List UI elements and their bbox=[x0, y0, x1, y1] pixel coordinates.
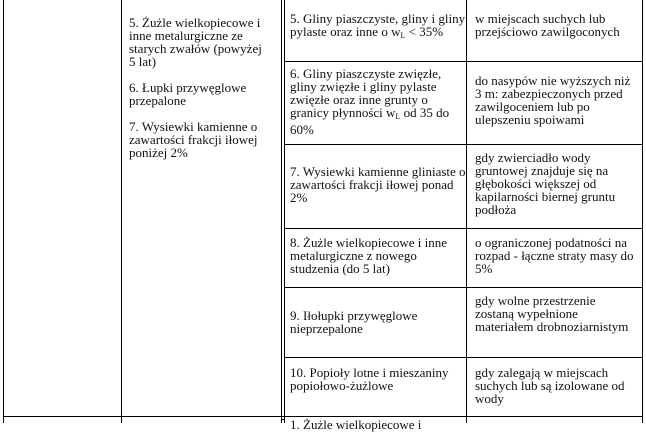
soil-cell: 10. Popioły lotne i mieszaniny popiołowo-żużlowe bbox=[290, 365, 449, 393]
condition-cell: do nasypów nie wyższych niż 3 m: zabezpieczonych przed zawilgoceniem lub po ulepszeniu spoiwami bbox=[475, 73, 631, 127]
condition-cell: gdy zwierciadło wody gruntowej znajduje się na głębokości większej od kapilarności biernej gruntu podłoża bbox=[475, 150, 616, 217]
soil-cell: 9. Iłołupki przywęglowe nieprzepalone bbox=[290, 308, 418, 336]
cut-off-row-text: 1. Żużle wielkopiecowe i bbox=[290, 417, 422, 432]
row-divider bbox=[284, 228, 643, 229]
grid-line bbox=[284, 0, 285, 423]
grid-line bbox=[642, 0, 643, 423]
condition-cell: gdy zalegają w miejscach suchych lub są izolowane od wody bbox=[475, 365, 625, 406]
left-cell bbox=[129, 3, 271, 172]
soil-cell: 7. Wysiewki kamienne gliniaste o zawartości frakcji iłowej ponad 2% bbox=[290, 164, 466, 205]
condition-cell: o ograniczonej podatności na rozpad - łączne straty masy do 5% bbox=[475, 235, 634, 276]
row-divider bbox=[284, 144, 643, 145]
left-item: 6. Łupki przywęglowe przepalone bbox=[129, 80, 247, 108]
grid-line bbox=[121, 0, 122, 423]
soil-cell: 5. Gliny piaszczyste, gliny i gliny pylaste oraz inne o $w_L < 35\%$ bbox=[290, 11, 466, 40]
row-divider bbox=[284, 61, 643, 62]
grid-line bbox=[3, 0, 4, 423]
row-divider bbox=[284, 287, 643, 288]
grid-line bbox=[281, 0, 282, 423]
soil-cell: 8. Żużle wielkopiecowe i inne metalurgiczne z nowego studzenia (do 5 lat) bbox=[290, 235, 448, 276]
left-item: 5. Żużle wielkopiecowe i inne metalurgiczne ze starych zwałów (powyżej 5 lat) bbox=[129, 15, 262, 69]
condition-cell: w miejscach suchych lub przejściowo zawilgoconych bbox=[475, 11, 620, 39]
soil-cell: 6. Gliny piaszczyste zwięzłe, gliny zwięzłe i gliny pylaste zwięzłe oraz inne grunty o granicy płynności $w_L$ od 35 do 60% bbox=[290, 66, 450, 137]
grid-line bbox=[466, 0, 467, 423]
row-divider bbox=[284, 357, 643, 358]
condition-cell: gdy wolne przestrzenie zostaną wypełnione materiałem drobnoziarnistym bbox=[475, 293, 629, 334]
section-divider bbox=[281, 419, 285, 420]
left-item: 7. Wysiewki kamienne o zawartości frakcji iłowej poniżej 2% bbox=[129, 119, 258, 160]
